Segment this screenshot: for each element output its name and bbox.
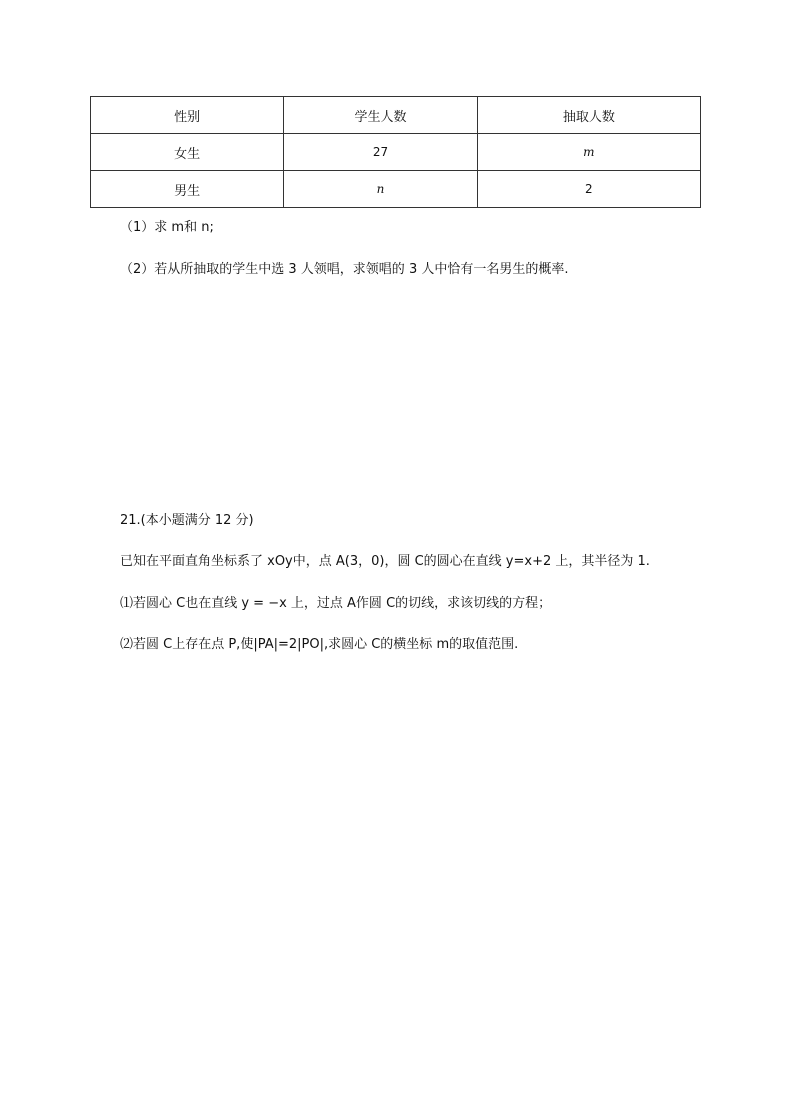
table-cell: 2 — [477, 171, 700, 208]
table-cell: 27 — [284, 134, 477, 171]
table-header-cell: 抽取人数 — [477, 97, 700, 134]
question-20-part-2: （2）若从所抽取的学生中选 3 人领唱，求领唱的 3 人中恰有一名男生的概率. — [120, 262, 569, 277]
question-21-part-2: ⑵若圆 C上存在点 P,使|PA|=2|PO|,求圆心 C的横坐标 m的取值范围. — [120, 637, 519, 652]
table-row — [91, 171, 701, 208]
question-21-heading: 21.(本小题满分 12 分) — [120, 513, 254, 528]
table-cell: 男生 — [91, 171, 284, 208]
table-cell: 女生 — [91, 134, 284, 171]
table-header-row — [91, 97, 701, 134]
question-21-part-1: ⑴若圆心 C也在直线 y = −x 上，过点 A作圆 C的切线，求该切线的方程； — [120, 596, 552, 611]
table-cell: m — [477, 134, 700, 171]
question-20-part-1: （1）求 m和 n; — [120, 220, 214, 235]
table-header-cell: 性别 — [91, 97, 284, 134]
table-header-cell: 学生人数 — [284, 97, 477, 134]
student-count-table — [90, 96, 701, 208]
table-cell: n — [284, 171, 477, 208]
question-21-stem: 已知在平面直角坐标系了 xOy中，点 A(3，0)，圆 C的圆心在直线 y=x+2 上，其半径为 1. — [120, 554, 650, 569]
table-row — [91, 134, 701, 171]
